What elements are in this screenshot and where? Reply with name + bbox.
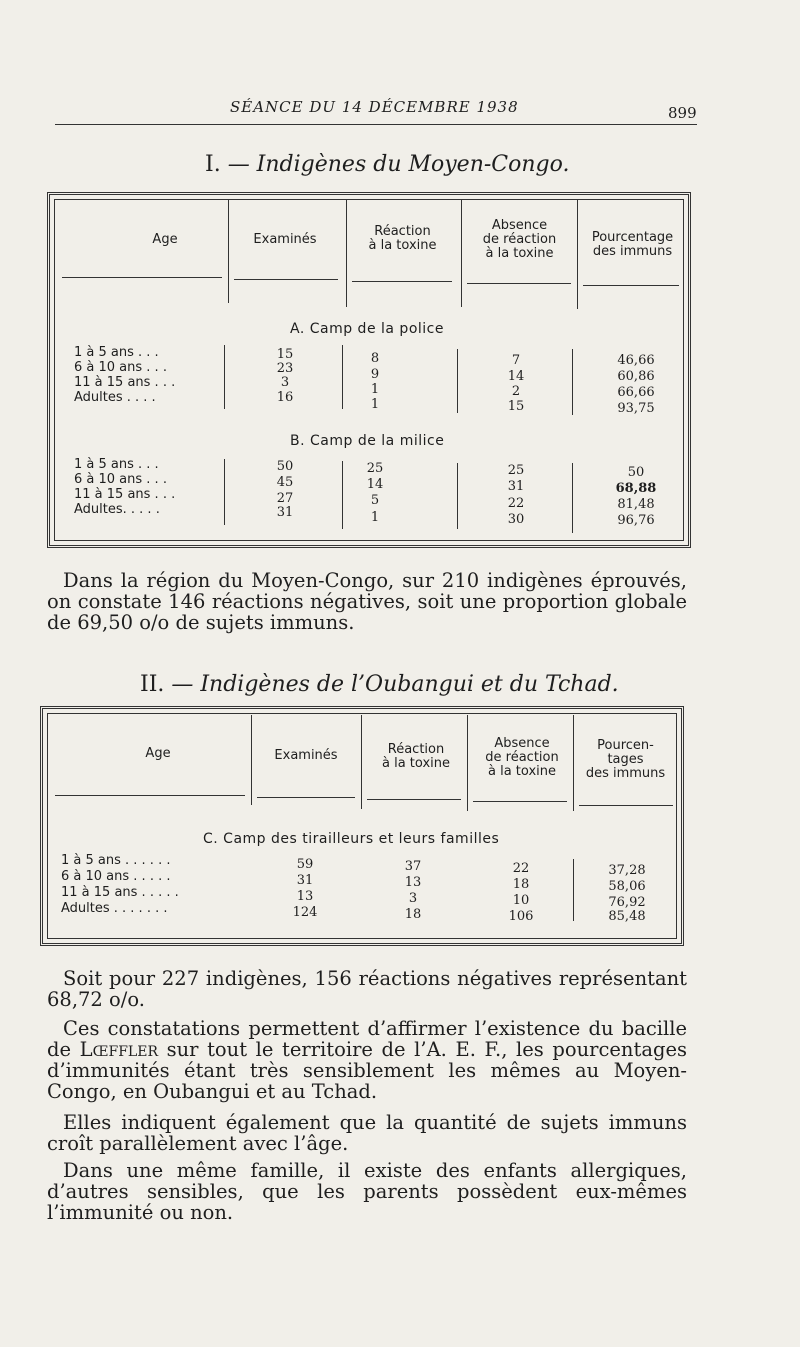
row-divider <box>457 349 458 413</box>
cell-reaction: 37 <box>404 859 422 874</box>
cell-examines: 124 <box>292 905 318 920</box>
cell-examines: 3 <box>280 375 290 390</box>
cell-reaction: 18 <box>404 907 422 922</box>
cell-reaction: 14 <box>366 477 384 492</box>
col-header-absence: Absence de réaction à la toxine <box>485 736 559 779</box>
header-divider <box>251 715 252 805</box>
row-divider <box>224 345 225 409</box>
paragraph-loeffler <box>47 1018 687 1102</box>
cell-pourcentage: 46,66 <box>617 353 655 368</box>
author-name-loeffler: Lœffler <box>79 1038 158 1061</box>
cell-absence: 106 <box>508 909 534 924</box>
group-title-police: A. Camp de la police <box>290 321 444 337</box>
header-divider <box>577 199 578 309</box>
cell-absence: 22 <box>507 496 525 511</box>
row-age: 6 à 10 ans . . . <box>74 360 167 375</box>
cell-absence: 7 <box>511 353 521 368</box>
paragraph-family: Dans une même famille, il existe des enfants allergiques, d’autres sensibles, que les parents possèdent eux-mêmes l’immunité ou non. <box>47 1159 687 1224</box>
cell-examines: 23 <box>276 361 294 376</box>
header-underline <box>579 805 673 806</box>
header-rule <box>55 124 697 125</box>
col-header-examines: Examinés <box>274 748 338 763</box>
row-divider <box>572 463 573 533</box>
row-age: 11 à 15 ans . . . <box>74 375 176 390</box>
section-2-heading: — Indigènes de l’Oubangui et du Tchad. <box>171 672 619 697</box>
row-age: 6 à 10 ans . . . <box>74 472 167 487</box>
cell-examines: 13 <box>296 889 314 904</box>
cell-reaction: 13 <box>404 875 422 890</box>
cell-absence: 10 <box>512 893 530 908</box>
section-1-heading: — Indigènes du Moyen-Congo. <box>227 152 570 177</box>
col-header-reaction: Réaction à la toxine <box>368 224 437 253</box>
cell-reaction: 25 <box>366 461 384 476</box>
row-divider <box>342 345 343 409</box>
cell-absence: 2 <box>511 384 521 399</box>
row-age: Adultes . . . . <box>74 390 156 405</box>
row-divider <box>457 463 458 529</box>
row-divider <box>572 349 573 415</box>
col-header-age: Age <box>145 746 171 761</box>
paragraph-oubangui-summary: Soit pour 227 indigènes, 156 réactions négatives représentant 68,72 o/o. <box>47 967 687 1011</box>
running-head: SÉANCE DU 14 DÉCEMBRE 1938 <box>230 98 519 116</box>
cell-absence: 18 <box>512 877 530 892</box>
cell-examines: 50 <box>276 459 294 474</box>
col-header-pourcentage: Pourcen- tages des immuns <box>585 738 666 781</box>
row-age: Adultes . . . . . . . <box>61 901 168 916</box>
cell-examines: 16 <box>276 390 294 405</box>
header-underline <box>62 277 222 278</box>
paragraph-age-correlation: Elles indiquent également que la quantité de sujets immuns croît parallèlement avec l’âge. <box>47 1111 687 1155</box>
header-underline <box>352 281 452 282</box>
cell-examines: 31 <box>276 505 294 520</box>
col-header-examines: Examinés <box>253 232 317 247</box>
row-age: 11 à 15 ans . . . . . <box>61 885 179 900</box>
col-header-reaction: Réaction à la toxine <box>381 742 450 771</box>
row-age: Adultes. . . . . <box>74 502 160 517</box>
header-underline <box>467 283 571 284</box>
section-2-roman: II. <box>140 672 165 697</box>
row-divider <box>224 459 225 525</box>
header-divider <box>461 199 462 307</box>
col-header-age: Age <box>152 232 178 247</box>
header-underline <box>473 801 567 802</box>
group-title-tirailleurs: C. Camp des tirailleurs et leurs familles <box>203 831 500 847</box>
cell-pourcentage: 58,06 <box>608 879 646 894</box>
paragraph-loeffler-pre: Ces constatations permettent d’affirmer l’existence du bacille de <box>47 1017 687 1061</box>
cell-reaction: 5 <box>370 493 380 508</box>
header-underline <box>234 279 338 280</box>
cell-absence: 14 <box>507 369 525 384</box>
section-1-roman: I. <box>205 152 221 177</box>
row-age: 1 à 5 ans . . . <box>74 457 159 472</box>
cell-pourcentage: 60,86 <box>617 369 655 384</box>
cell-pourcentage: 85,48 <box>608 909 646 924</box>
header-divider <box>346 199 347 307</box>
header-underline <box>257 797 355 798</box>
cell-pourcentage: 66,66 <box>617 385 655 400</box>
cell-absence: 15 <box>507 399 525 414</box>
row-age: 1 à 5 ans . . . <box>74 345 159 360</box>
cell-examines: 31 <box>296 873 314 888</box>
cell-absence: 25 <box>507 463 525 478</box>
header-underline <box>55 795 245 796</box>
paragraph-loeffler-post: sur tout le territoire de l’A. E. F., les pourcentages d’immunités étant très sensiblement les mêmes au Moyen-Congo, en Oubangui et au Tchad. <box>47 1038 687 1103</box>
cell-reaction: 8 <box>370 351 380 366</box>
row-divider <box>342 461 343 529</box>
table-moyen-congo <box>47 192 691 548</box>
cell-examines: 15 <box>276 347 294 362</box>
cell-pourcentage: 37,28 <box>608 863 646 878</box>
row-age: 11 à 15 ans . . . <box>74 487 176 502</box>
cell-absence: 31 <box>507 479 525 494</box>
cell-pourcentage: 68,88 <box>615 481 657 496</box>
row-age: 6 à 10 ans . . . . . <box>61 869 171 884</box>
row-age: 1 à 5 ans . . . . . . <box>61 853 171 868</box>
cell-reaction: 3 <box>408 891 418 906</box>
cell-reaction: 1 <box>370 397 380 412</box>
page-number: 899 <box>668 104 697 122</box>
table-oubangui-tchad <box>40 706 684 946</box>
header-underline <box>583 285 679 286</box>
cell-pourcentage: 76,92 <box>608 895 646 910</box>
row-divider <box>573 859 574 921</box>
cell-pourcentage: 93,75 <box>617 401 655 416</box>
cell-absence: 22 <box>512 861 530 876</box>
section-2-title <box>140 672 619 697</box>
cell-reaction: 9 <box>370 367 380 382</box>
cell-reaction: 1 <box>370 382 380 397</box>
header-divider <box>361 715 362 809</box>
header-divider <box>467 715 468 811</box>
col-header-pourcentage: Pourcentage des immuns <box>591 230 674 259</box>
cell-examines: 45 <box>276 475 294 490</box>
cell-absence: 30 <box>507 512 525 527</box>
paragraph-moyen-congo-summary: Dans la région du Moyen-Congo, sur 210 indigènes éprouvés, on constate 146 réactions négatives, soit une proportion globale de 69,50 o/o de sujets immuns. <box>47 569 687 634</box>
cell-pourcentage: 96,76 <box>617 513 655 528</box>
header-divider <box>573 715 574 811</box>
header-divider <box>228 199 229 303</box>
header-underline <box>367 799 461 800</box>
cell-pourcentage: 81,48 <box>617 497 655 512</box>
cell-examines: 27 <box>276 491 294 506</box>
col-header-absence: Absence de réaction à la toxine <box>482 218 557 261</box>
section-1-title <box>205 152 569 177</box>
cell-examines: 59 <box>296 857 314 872</box>
cell-reaction: 1 <box>370 510 380 525</box>
cell-pourcentage: 50 <box>627 465 645 480</box>
group-title-milice: B. Camp de la milice <box>290 433 445 449</box>
